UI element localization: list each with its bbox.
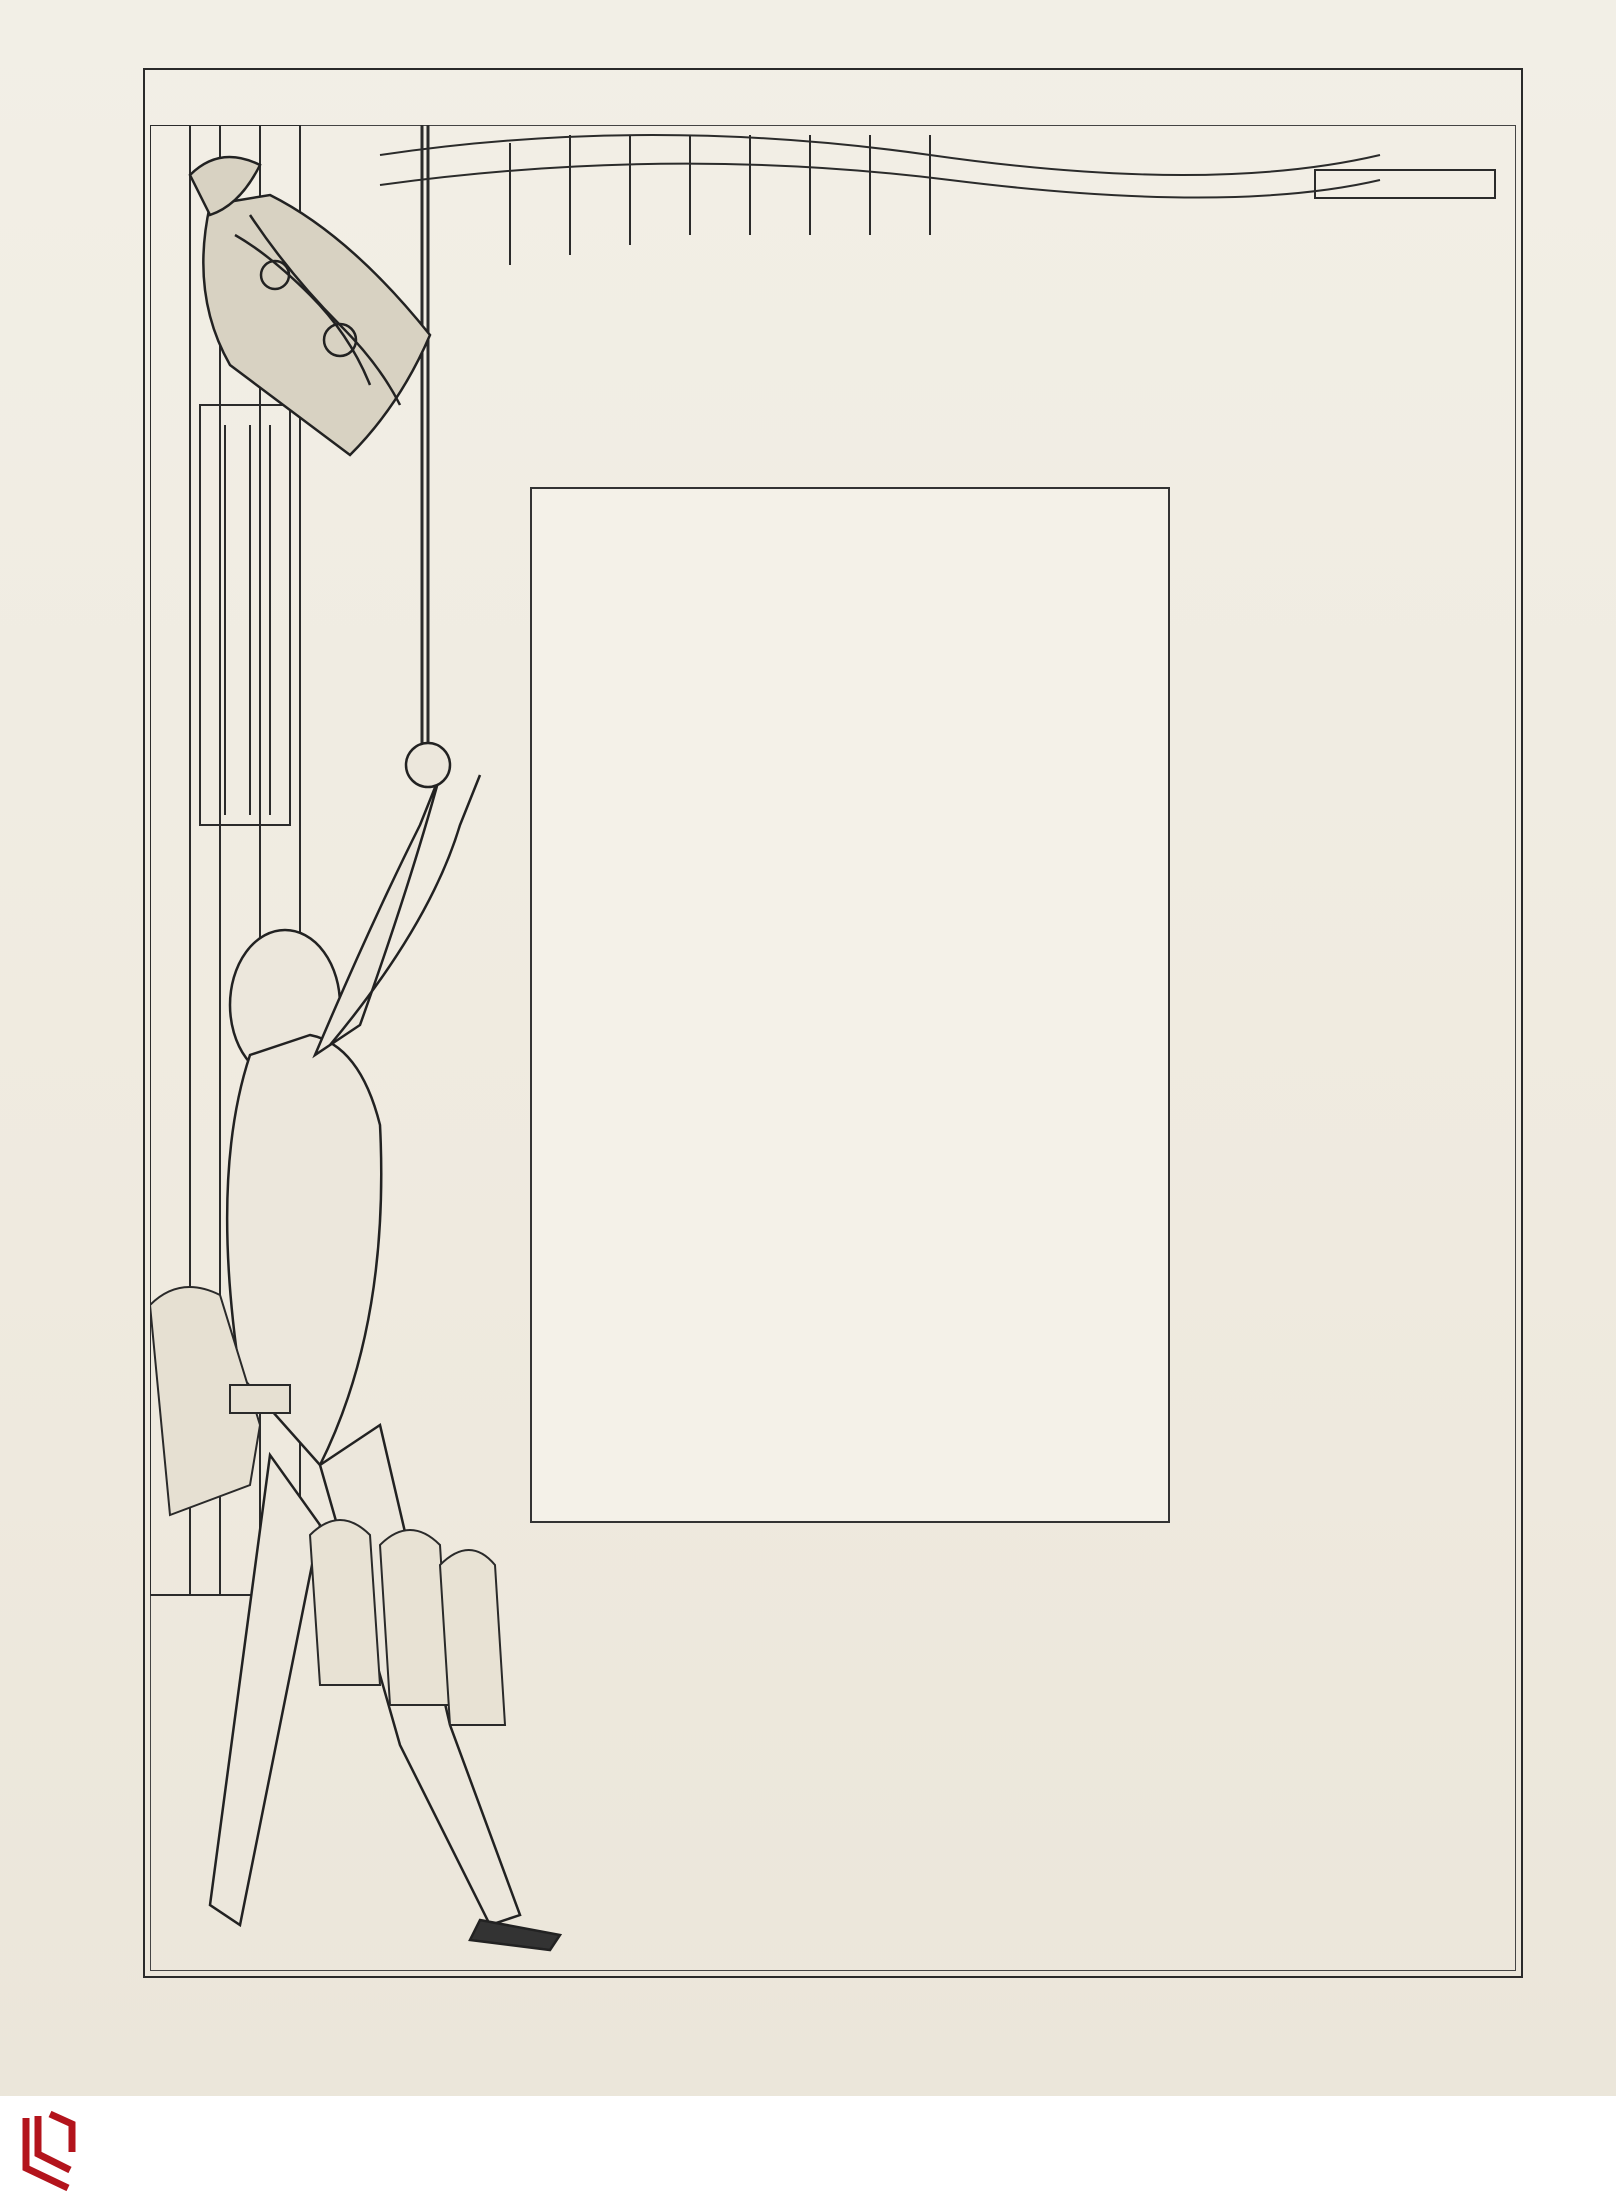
footer-bar — [0, 2096, 1616, 2208]
poem-box — [530, 487, 1170, 1523]
university-library-logo-icon — [18, 2108, 80, 2196]
